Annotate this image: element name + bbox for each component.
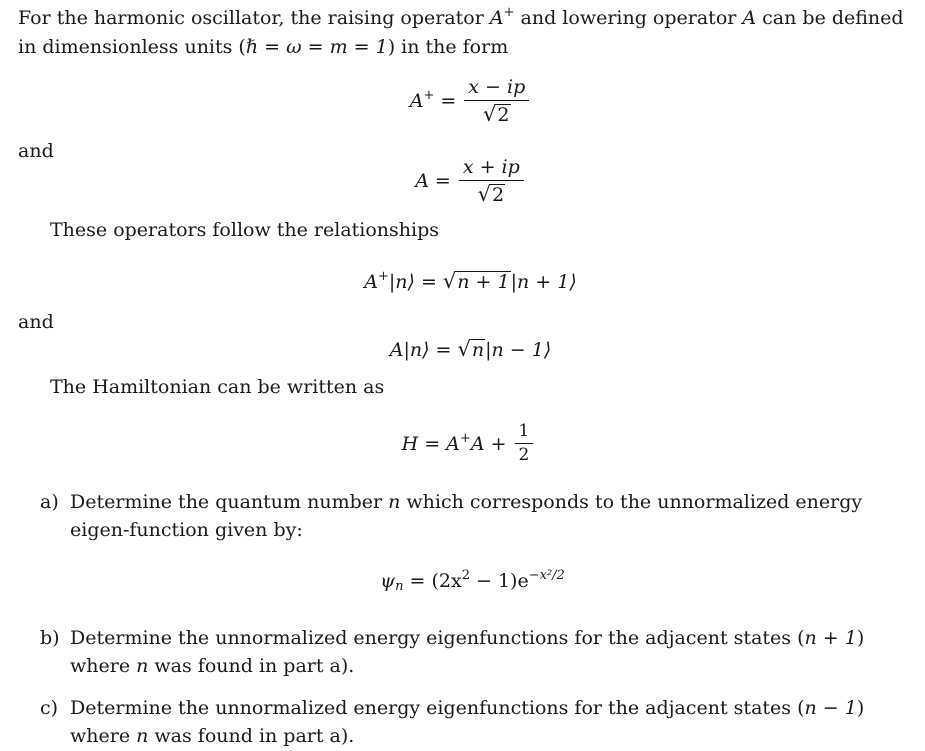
eq4-rhs: √ n |n − 1⟩ <box>457 337 552 361</box>
eq1-fraction <box>464 76 529 126</box>
intro-paragraph: For the harmonic oscillator, the raising operator A+ and lowering operator A can be defined in dimensionless units (ℏ = ω = m = 1) in the form <box>18 5 904 58</box>
eq5-numerator: 1 <box>515 422 534 444</box>
eq4-equals: = <box>435 338 452 361</box>
eq5-denominator: 2 <box>518 445 530 465</box>
eq6-expression: $\psi_n = (2x^2 - 1)e^{-x^2/2}$ <box>380 568 565 594</box>
relationships-text: These operators follow the relationships <box>50 219 440 241</box>
part-a-text: Determine the quantum number n which corresponds to the unnormalized energy eigen-function given by: <box>70 491 863 541</box>
lowering-operator-equation <box>0 156 925 206</box>
eq1-denominator: √ 2 <box>483 102 510 126</box>
lowering-operator: A <box>742 7 757 29</box>
raising-operator-equation <box>0 76 925 126</box>
part-c <box>40 694 910 750</box>
and-connector-1: and <box>18 140 54 162</box>
eq3-equals: = <box>420 270 437 293</box>
part-c-text: Determine the unnormalized energy eigenfunctions for the adjacent states (n − 1) where n was found in part a). <box>70 697 865 747</box>
eq5-equals: = <box>424 432 441 455</box>
eigenfunction-equation <box>0 570 925 592</box>
eq2-lhs: A <box>415 170 429 192</box>
hamiltonian-equation <box>0 422 925 465</box>
eq1-equals: = <box>440 90 457 112</box>
raising-operator: A+ <box>489 5 515 29</box>
eq2-equals: = <box>434 170 451 192</box>
eq5-operators: A+A + <box>446 430 507 455</box>
eq3-rhs: √ n + 1 |n + 1⟩ <box>442 269 577 293</box>
lowering-relationship-equation <box>0 338 925 361</box>
part-a-label: a) <box>40 491 59 513</box>
part-b <box>40 624 910 680</box>
raising-relationship-equation <box>0 270 925 293</box>
part-c-label: c) <box>40 697 59 719</box>
eq2-fraction <box>459 156 524 206</box>
hamiltonian-text: The Hamiltonian can be written as <box>50 376 385 398</box>
eq3-lhs: A+|n⟩ <box>364 268 415 293</box>
eq5-fraction <box>515 422 534 465</box>
eq2-numerator: x + ip <box>459 156 524 181</box>
intro-text: For the harmonic oscillator, the raising operator <box>18 7 490 29</box>
and-connector-2: and <box>18 311 54 333</box>
eq1-numerator: x − ip <box>464 76 529 101</box>
eq2-denominator: √ 2 <box>477 182 505 206</box>
eq5-lhs: H <box>401 432 419 455</box>
part-b-label: b) <box>40 627 60 649</box>
eq1-lhs: A+ <box>409 88 435 112</box>
part-a <box>40 488 910 544</box>
part-b-text: Determine the unnormalized energy eigenfunctions for the adjacent states (n + 1) where n was found in part a). <box>70 627 865 677</box>
units-expression: ℏ = ω = m = 1 <box>245 36 388 58</box>
eq4-lhs: A|n⟩ <box>389 338 430 361</box>
